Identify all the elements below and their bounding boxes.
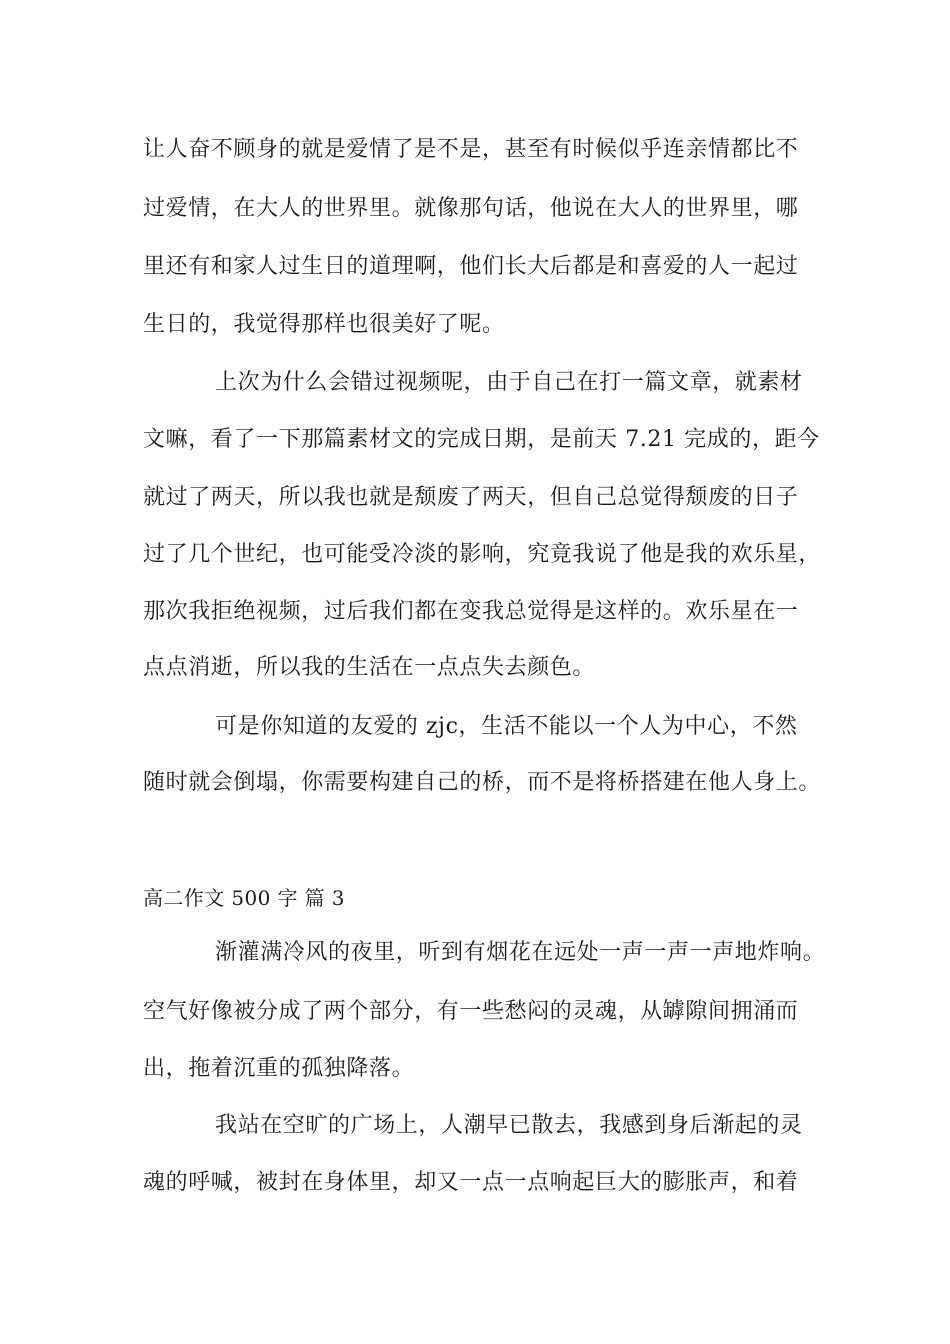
paragraph-2-line-1: 上次为什么会错过视频呢，由于自己在打一篇文章，就素材 (215, 370, 803, 395)
paragraph-1-line-4: 生日的，我觉得那样也很美好了呢。 (143, 312, 505, 337)
paragraph-2-line-4: 过了几个世纪，也可能受冷淡的影响，究竟我说了他是我的欢乐星， (143, 542, 822, 567)
paragraph-2-line-2: 文嘛，看了一下那篇素材文的完成日期，是前天 7.21 完成的，距今 (143, 427, 820, 452)
paragraph-4-line-3: 出，拖着沉重的孤独降落。 (143, 1056, 415, 1081)
paragraph-5-line-1: 我站在空旷的广场上，人潮早已散去，我感到身后渐起的灵 (215, 1113, 803, 1138)
paragraph-1-line-3: 里还有和家人过生日的道理啊，他们长大后都是和喜爱的人一起过 (143, 254, 799, 279)
paragraph-4-line-2: 空气好像被分成了两个部分，有一些愁闷的灵魂，从罅隙间拥涌而 (143, 999, 799, 1024)
paragraph-3-line-2: 随时就会倒塌，你需要构建自己的桥，而不是将桥搭建在他人身上。 (143, 770, 822, 795)
paragraph-1-line-2: 过爱情，在大人的世界里。就像那句话，他说在大人的世界里，哪 (143, 196, 799, 221)
paragraph-2-line-6: 点点消逝，所以我的生活在一点点失去颜色。 (143, 655, 596, 680)
paragraph-5-line-2: 魂的呼喊，被封在身体里，却又一点一点响起巨大的膨胀声，和着 (143, 1170, 799, 1195)
paragraph-2-line-3: 就过了两天，所以我也就是颓废了两天，但自己总觉得颓废的日子 (143, 485, 799, 510)
paragraph-1-line-1: 让人奋不顾身的就是爱情了是不是，甚至有时候似乎连亲情都比不 (143, 137, 799, 162)
paragraph-3-line-1: 可是你知道的友爱的 zjc，生活不能以一个人为中心，不然 (215, 714, 798, 739)
paragraph-4-line-1: 渐灌满冷风的夜里，听到有烟花在远处一声一声一声地炸响。 (215, 940, 826, 965)
paragraph-2-line-5: 那次我拒绝视频，过后我们都在变我总觉得是这样的。欢乐星在一 (143, 599, 799, 624)
section-heading: 高二作文 500 字 篇 3 (143, 886, 345, 910)
